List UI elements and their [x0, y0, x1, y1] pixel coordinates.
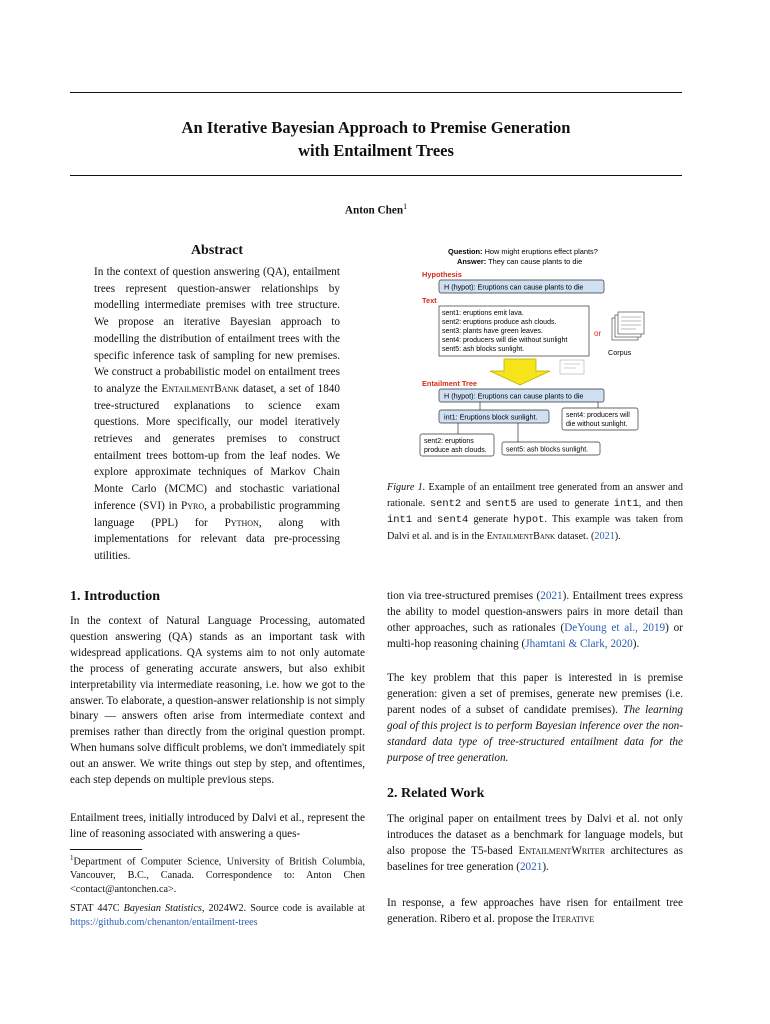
caption-citation-link[interactable]: 2021: [594, 530, 615, 542]
figure-question: Question: How might eruptions effect plants?: [448, 247, 598, 256]
figure-caption: Figure 1. Example of an entailment tree generated from an answer and rationale. sent2 and sent5 are used to generate int1, and then int1 and sent4 generate hypot. This example was taken from Dalvi et al. and is in the EntailmentBank dataset. (2021).: [387, 482, 684, 542]
tree-hypothesis-text: H (hypot): Eruptions can cause plants to die: [444, 391, 584, 401]
sentence-3: sent3: plants have green leaves.: [442, 328, 543, 335]
sent2-text-1: sent2: eruptions: [424, 438, 474, 445]
citation-link[interactable]: 2021: [540, 590, 563, 602]
sent2-text-2: produce ash clouds.: [424, 447, 487, 454]
intro-paragraph-1: In the context of Natural Language Processing, automated question answering (QA) stands as an important task with widespread applications. QA systems aim to not only automate the process of generating accurate answers, but also exhibit interpretability via intermediate reasoning, i.e. how we got to the answer. To elaborate, a question-answer relationship is not simply binary — answers often arise from intermediate context and premises rather than directly from the original question prompt. When humans solve difficult problems, we don't immediately spit out an answer. We write things out step by step, and oftentimes, each step depends on multiple previous steps.: [70, 615, 365, 787]
python-name: Python: [224, 516, 259, 529]
figure-1: [418, 244, 662, 466]
related-paragraph-2: In response, a few approaches have risen for entailment tree generation. Ribero et al. propose the Iterative: [387, 897, 683, 925]
abstract-heading: Abstract: [190, 243, 244, 258]
footnote: $^1$Department of Computer Science, University of British Columbia, Vancouver, B.C., Canada. Correspondence to: Anton Chen <contact@antonchen.ca>.: [70, 854, 365, 896]
course-name: Bayesian Statistics: [123, 903, 202, 914]
author-line: [70, 202, 682, 217]
top-rule: [70, 92, 682, 93]
author-affiliation-mark: 1: [403, 202, 408, 211]
caption-label: Figure 1.: [387, 482, 426, 493]
sentence-4: sent4: producers will die without sunlight: [442, 337, 568, 344]
related-paragraph-1: The original paper on entailment trees by Dalvi et al. not only introduces the dataset as a benchmark for language models, but also propose the T5-based EntailmentWriter architectures as baselines for tree generation (2021).: [387, 813, 683, 873]
down-arrow-icon: [490, 359, 550, 385]
pyro-name: Pyro: [181, 499, 205, 512]
entailment-tree-label: Entailment Tree: [422, 379, 478, 388]
intro-paragraph-2: Entailment trees, initially introduced by Dalvi et al., represent the line of reasoning associated with answering a ques-: [70, 812, 365, 840]
intro-heading: 1. Introduction: [70, 589, 160, 604]
sentence-1: sent1: eruptions emit lava.: [442, 310, 524, 317]
corpus-label: Corpus: [608, 348, 632, 357]
or-label: or: [594, 329, 602, 338]
sent5-text: sent5: ash blocks sunlight.: [506, 446, 589, 454]
mini-tree-thumbnail: [560, 360, 584, 374]
figure-answer: Answer: They can cause plants to die: [457, 257, 583, 266]
sentence-5: sent5: ash blocks sunlight.: [442, 346, 525, 353]
hypothesis-text: H (hypot): Eruptions can cause plants to die: [444, 282, 584, 292]
sentence-2: sent2: eruptions produce ash clouds.: [442, 319, 557, 326]
title-line-1: An Iterative Bayesian Approach to Premise Generation: [181, 118, 571, 137]
paper-title: [70, 116, 682, 162]
entailment-tree-figure: [418, 244, 662, 466]
related-work-heading: 2. Related Work: [387, 786, 485, 801]
citation-link[interactable]: 2021: [519, 860, 543, 873]
source-code-link[interactable]: https://github.com/chenanton/entailment-trees: [70, 917, 258, 928]
title-bottom-rule: [70, 175, 682, 176]
intro-paragraph-4: The key problem that this paper is interested in is premise generation: given a set of premises, generate new premises (i.e. parent nodes of a subset of candidate premises). The learning goal of this project is to perform Bayesian inference over the non-standard data type of tree-structured entailment data for the purpose of tree generation.: [387, 672, 683, 764]
citation-link[interactable]: Jhamtani & Clark, 2020: [525, 637, 633, 650]
citation-link[interactable]: DeYoung et al., 2019: [564, 621, 666, 634]
title-line-2: with Entailment Trees: [298, 141, 454, 160]
author-name: Anton Chen: [344, 204, 404, 217]
footnote-rule: [70, 849, 142, 850]
venue-note: STAT 447C Bayesian Statistics, 2024W2. Source code is available at https://github.com/chenanton/entailment-trees: [70, 903, 365, 928]
sent4-text-2: die without sunlight.: [566, 421, 628, 428]
footnote-mark: 1: [70, 854, 74, 862]
intro-paragraph-3: tion via tree-structured premises (2021). Entailment trees express the ability to model question-answers pairs in more detail than other approaches, such as rationales (DeYoung et al., 2019) or multi-hop reasoning chaining (Jhamtani & Clark, 2020).: [387, 590, 683, 650]
corpus-stack-icon: [612, 312, 644, 340]
hypothesis-label: Hypothesis: [422, 270, 462, 279]
dataset-name: EntailmentBank: [161, 382, 240, 395]
sent4-text-1: sent4: producers will: [566, 412, 630, 419]
abstract-body: In the context of question answering (QA), entailment trees represent question-answer relationships by modelling intermediate premises with tree structure. We propose an iterative Bayesian approach to modelling the distribution of entailment trees with the specific inference task of sampling for new premises. We construct a probabilistic model on entailment trees to analyze the EntailmentBank dataset, a set of 1840 tree-structured explanations to science exam questions. More specifically, our model iteratively retrieves and generates premises to construct entailment trees bottom-up from the leaf nodes. We explore approximate techniques of Markov Chain Monte Carlo (MCMC) and stochastic variational inference (SVI) in Pyro, a probabilistic programming language (PPL) for Python, along with implementations for relevant data pre-processing utilities.: [94, 266, 341, 562]
int1-text: int1: Eruptions block sunlight.: [444, 412, 538, 422]
text-label: Text: [422, 296, 437, 305]
